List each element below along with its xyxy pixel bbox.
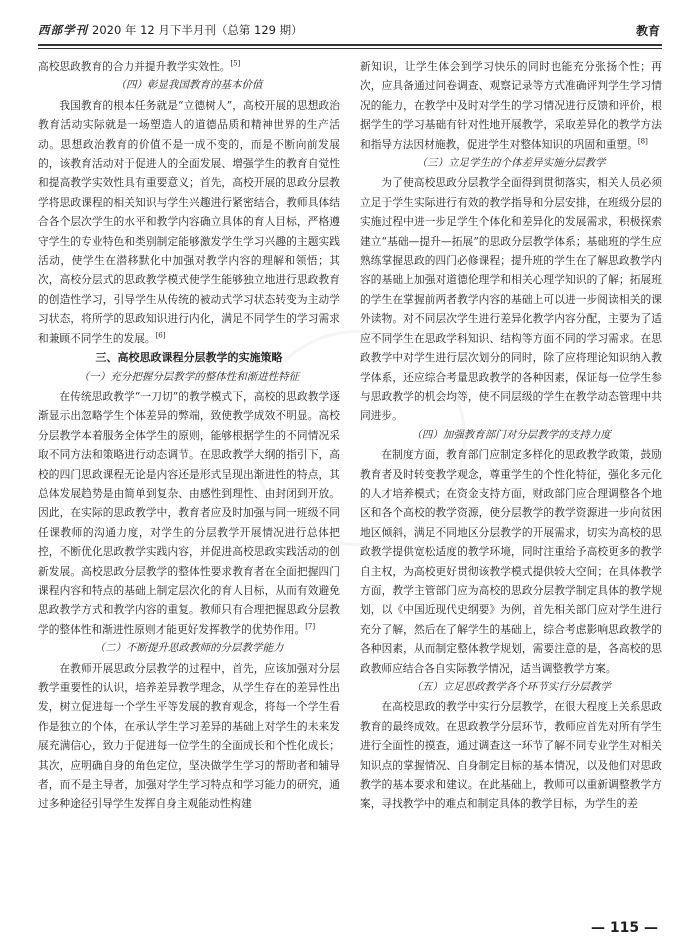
section-label: 教育	[635, 24, 660, 38]
paragraph-text: 在制度方面，教育部门应制定多样化的思政教学政策，鼓励教育者及时转变教学观念，尊重学生的个性化特征，强化多元化的人才培养模式；在资金支持方面，财政部门应合理调整各个地区和各个高校的教学资源，使分层教学的教学资源进一步向贫困地区倾斜，满足不同地区分层教学的开展需求，切实为高校的思政教学提供宽松适度的教学环境，同时注重给予高校更多的教学自主权，为高校更好贯彻该教学模式提供较大空间；在具体教学方面，教学主管部门应为高校的思政分层教学制定具体的教学规划，以《中国近现代史纲要》为例，首先相关部门应对学生进行充分了解，然后在了解学生的基础上，综合考虑影响思政教学的各种因素，从而制定整体教学规划，需要注意的是，各高校的思政教师应结合各自实际教学情况，适当调整教学方案。	[360, 448, 662, 675]
paragraph-text: 为了使高校思政分层教学全面得到贯彻落实，相关人员必须立足于学生实际进行有效的教学指导和分层安排，在班级分层的实施过程中进一步足学生个体化和差异化的发展需求，积极探索建立“基础—提升—拓展”的思政分层教学体系；基础班的学生应熟练掌握思政的四门必修课程；提升班的学生在了解思政教学内容的基础上加强对道德伦理学和相关心理学知识的了解；拓展班的学生在掌握前两者教学内容的基础上可以进一步阅读相关的课外读物。对不同层次学生进行差异化教学内容分配，主要为了适应不同学生在思政学科知识、结构等方面不同的学习需求。在思政教学中对学生进行层次划分的同时，除了应将理论知识纳入教学体系，还应综合考量思政教学的各种因素，保证每一位学生参与思政教学的机会均等，使不同层级的学生在教学动态管理中共同进步。	[360, 176, 662, 423]
paragraph-text: （二）不断提升思政教师的分层教学能力	[94, 642, 284, 655]
header-rule-thick	[38, 44, 662, 46]
body-paragraph	[360, 697, 662, 813]
body-paragraph	[38, 96, 340, 348]
subsection-heading	[38, 76, 340, 95]
paragraph-text: （一）充分把握分层教学的整体性和渐进性特征	[78, 370, 300, 383]
body-paragraph	[38, 57, 340, 76]
paragraph-text: 在教师开展思政分层教学的过程中，首先，应该加强对分层教学重要性的认识，培养差异教学理念，从学生存在的差异性出发，树立促进每一个学生平等发展的教育观念，将每一个学生看作是独立的个体，在承认学生学习差异的基础上对学生的未来发展充满信心，致力于促进每一位学生的全面成长和个性化成长；其次，应明确自身的角色定位，坚决做学生学习的帮助者和辅导者，而不是主导者，加强对学生学习特点和学习能力的研究，通过多种途径引导学生发挥自身主观能动性构建	[38, 661, 340, 811]
body-paragraph	[360, 445, 662, 678]
issue-info: 2020 年 12 月下半月刊（总第 129 期）	[92, 23, 303, 37]
body-paragraph	[38, 659, 340, 814]
paragraph-text: 我国教育的根本任务就是“立德树人”，高校开展的思想政治教育活动实际就是一场塑造人的道德品质和精神世界的生产活动。思想政治教育的价值不是一成不变的，而是不断向前发展的，该教育活动对于促进人的全面发展、增强学生的教育自觉性和提高教学实效性具有重要意义；首先，高校开展的思政分层教学将思政课程的相关知识与学生兴趣进行紧密结合，教师具体结合各个层次学生的水平和教学内容确立具体的育人目标，严格遵守学生的专业特色和类别制定能够激发学生学习兴趣的主题实践活动，使学生在潜移默化中加强对教学内容的理解和领悟；其次，高校分层式的思政教学模式使学生能够独立地进行思政教育的创造性学习，引导学生从传统的被动式学习状态转变为主动学习状态，将所学的思政知识进行内化，满足不同学生的学习需求和兼顾不同学生的发展。	[38, 98, 340, 345]
body-paragraph	[360, 173, 662, 425]
paragraph-text: 在高校思政的教学中实行分层教学，在很大程度上关系思政教育的最终成效。在思政教学分层环节，教师应首先对所有学生进行全面性的摸查，通过调查这一环节了解不同专业学生对相关知识点的掌握情况、自身制定目标的基本情况，以及他们对思政教学的基本要求和建议。在此基础上，教师可以重新调整教学方案，寻找教学中的难点和制定具体的教学目标，为学生的差	[360, 700, 662, 811]
subsection-heading	[360, 154, 662, 173]
paragraph-text: （四）加强教育部门对分层教学的支持力度	[411, 428, 611, 441]
citation-ref: [8]	[637, 137, 648, 146]
subsection-heading	[38, 368, 340, 387]
section-heading	[38, 348, 340, 367]
header-rule-thin	[38, 48, 662, 49]
paragraph-text: （四）彰显我国教育的基本价值	[115, 79, 263, 92]
paragraph-text: （三）立足学生的个体差异实施分层教学	[416, 157, 606, 170]
left-column	[38, 57, 340, 907]
subsection-heading	[360, 426, 662, 445]
journal-name: 西部学刊	[38, 23, 88, 37]
journal-masthead	[38, 22, 303, 38]
body-paragraph	[360, 57, 662, 154]
citation-ref: [7]	[305, 622, 316, 631]
paragraph-text: 新知识，让学生体会到学习快乐的同时也能充分张扬个性；再次，应具备通过问卷调查、观察记录等方式准确评判学生学习情况的能力，在教学中及时对学生的学习情况进行反馈和评价，根据学生的学习基础有针对性地开展教学，采取差异化的教学方法和指导方法因材施教，促进学生对整体知识的巩固和重塑。	[360, 60, 662, 151]
paragraph-text: 三、高校思政课程分层教学的实施策略	[95, 351, 283, 365]
subsection-heading	[360, 678, 662, 697]
paragraph-text: 在传统思政教学“一刀切”的教学模式下，高校的思政教学逐渐显示出忽略学生个体差异的弊端，致使教学成效不明显。高校分层教学本着服务全体学生的原则，能够根据学生的不同情况采取不同方法和策略进行动态调节。在思政教学大纲的指引下，高校的四门思政课程无论是内容还是形式呈现出渐进性的特点，其总体发展趋势是由简单到复杂、由感性到理性、由封闭到开放。因此，在实际的思政教学中，教育者应及时加强与同一班级不同任课教师的沟通力度，对学生的分层教学开展情况进行总体把控，不断优化思政教学实践内容，并促进高校思政实践活动的创新发展。高校思政分层教学的整体性要求教育者在全面把握四门课程内容和特点的基础上制定层次化的育人目标，从而有效避免思政教学方式和教学内容的重复。教师只有合理把握思政分层教学的整体性和渐进性原则才能更好发挥教学的优势作用。	[38, 389, 340, 636]
paragraph-text: （五）立足思政教学各个环节实行分层教学	[411, 681, 611, 693]
page-number: — 115 —	[591, 920, 658, 936]
subsection-heading	[38, 639, 340, 658]
right-column	[360, 57, 662, 907]
body-paragraph	[38, 387, 340, 639]
citation-ref: [6]	[155, 331, 166, 340]
citation-ref: [5]	[230, 59, 241, 68]
page-header	[38, 20, 662, 42]
paragraph-text: 高校思政教育的合力并提升教学实效性。	[38, 60, 231, 73]
